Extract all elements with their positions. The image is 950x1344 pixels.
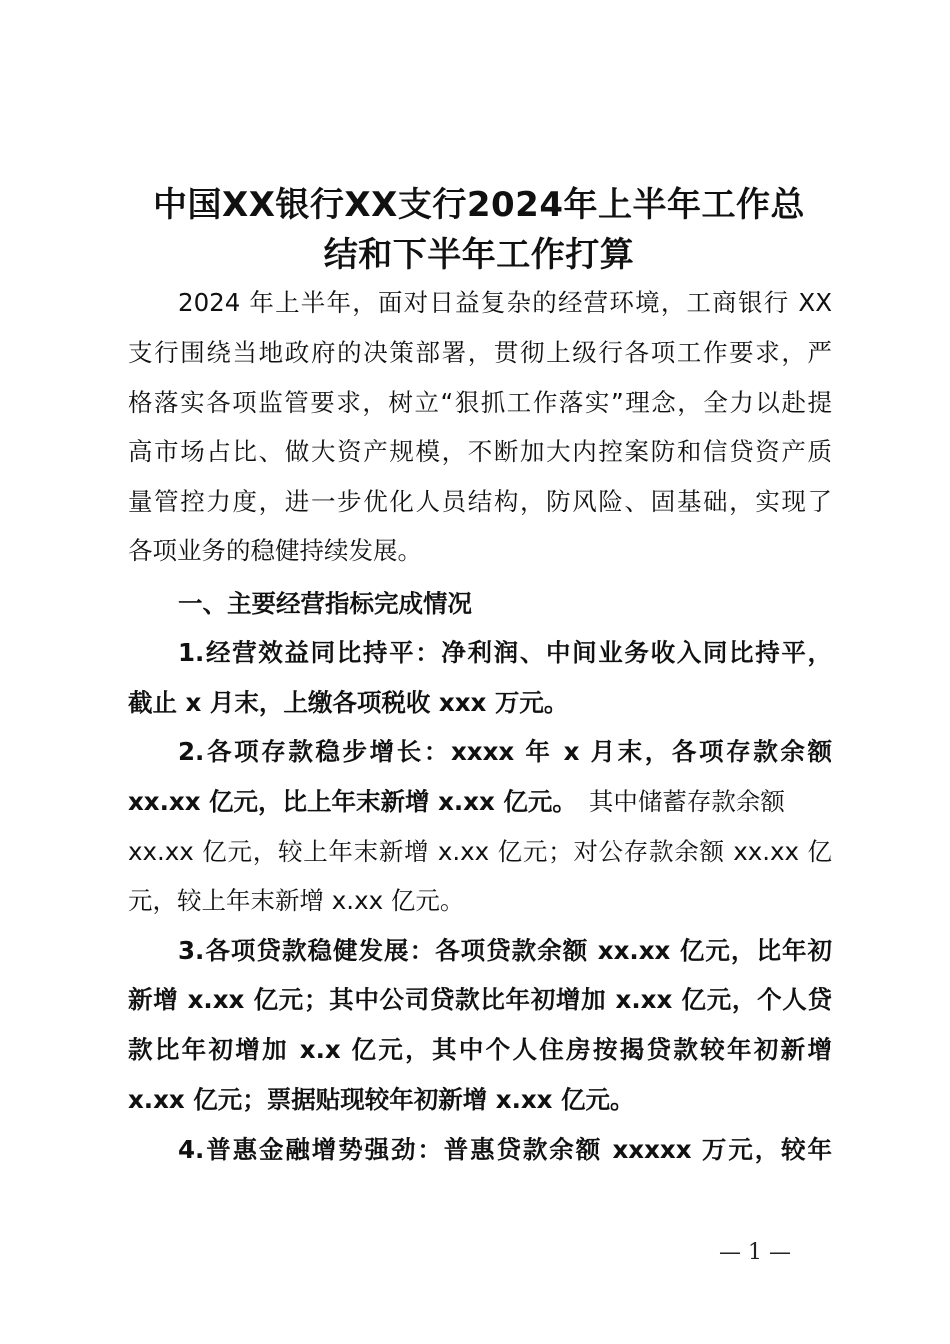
intro-line-4: 高市场占比、做大资产规模，不断加大内控案防和信贷资产质 (128, 437, 832, 466)
intro-line-5: 量管控力度，进一步优化人员结构，防风险、固基础，实现了 (128, 487, 832, 516)
intro-line-6: 各项业务的稳健持续发展。 (128, 536, 422, 565)
item3-line-1: 3.各项贷款稳健发展：各项贷款余额 xx.xx 亿元，比年初 (178, 936, 832, 965)
item1-line-1: 1.经营效益同比持平：净利润、中间业务收入同比持平， (178, 638, 832, 667)
page-number: — 1 — (719, 1240, 791, 1265)
item2-line-1: 2.各项存款稳步增长：xxxx 年 x 月末，各项存款余额 (178, 737, 832, 766)
intro-line-3: 格落实各项监管要求，树立“狠抓工作落实”理念，全力以赴提 (128, 388, 832, 417)
item2-line-3: xx.xx 亿元，较上年末新增 x.xx 亿元；对公存款余额 xx.xx 亿 (128, 837, 832, 866)
item3-line-2: 新增 x.xx 亿元；其中公司贷款比年初增加 x.xx 亿元，个人贷 (128, 985, 832, 1014)
item3-line-3: 款比年初增加 x.x 亿元，其中个人住房按揭贷款较年初新增 (128, 1035, 832, 1064)
intro-line-1: 2024 年上半年，面对日益复杂的经营环境，工商银行 XX (178, 288, 832, 317)
item2-line-2-normal: 其中储蓄存款余额 (588, 787, 785, 816)
item2-line-2 (128, 787, 832, 817)
item2-line-4: 元，较上年末新增 x.xx 亿元。 (128, 886, 465, 915)
intro-line-2: 支行围绕当地政府的决策部署，贯彻上级行各项工作要求，严 (128, 338, 832, 367)
document-title-line-1: 中国XX银行XX支行2024年上半年工作总 (153, 185, 805, 225)
section-heading: 一、主要经营指标完成情况 (178, 589, 472, 618)
item3-line-4: x.xx 亿元；票据贴现较年初新增 x.xx 亿元。 (128, 1085, 635, 1114)
document-title-line-2: 结和下半年工作打算 (323, 235, 635, 275)
item1-line-2: 截止 x 月末，上缴各项税收 xxx 万元。 (128, 688, 569, 717)
item4-line-1: 4.普惠金融增势强劲：普惠贷款余额 xxxxx 万元，较年 (178, 1135, 832, 1164)
item2-line-2-bold: xx.xx 亿元，比上年末新增 x.xx 亿元。 (128, 787, 577, 816)
